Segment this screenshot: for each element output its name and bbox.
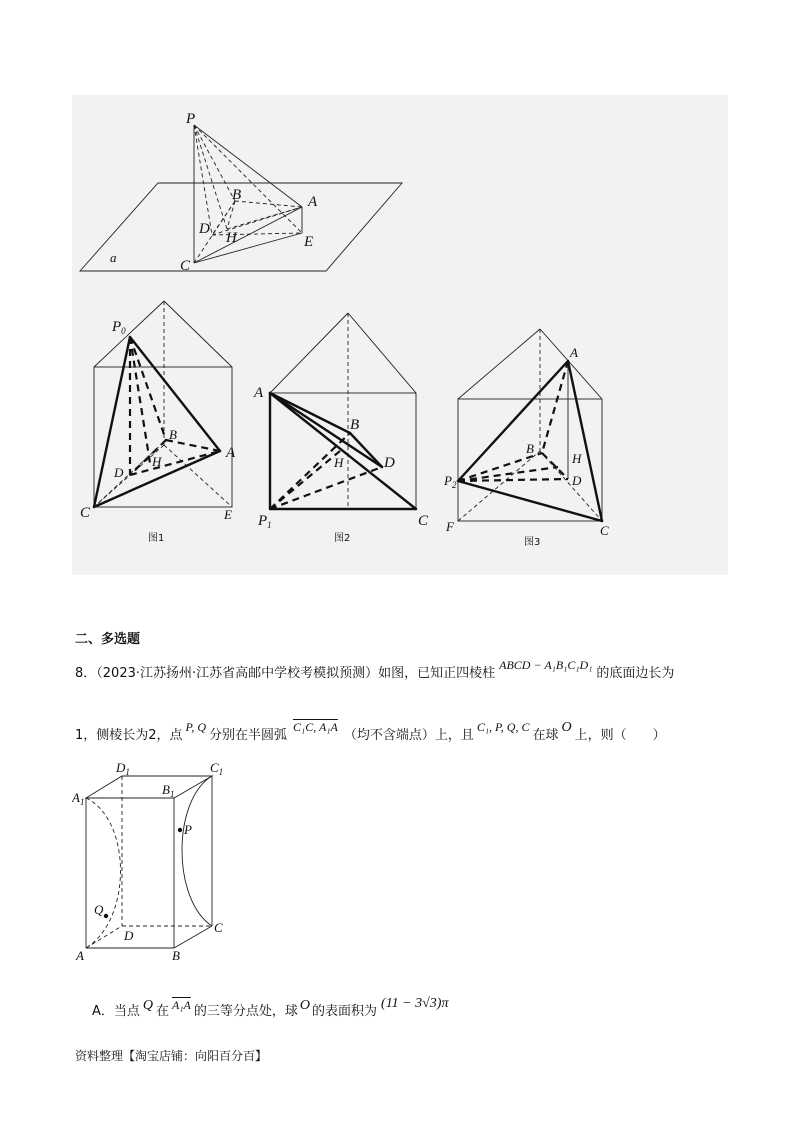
point-e: E: [304, 234, 314, 250]
fig1-point-p: $P_0$: [112, 319, 126, 336]
ball-o: O: [561, 720, 572, 735]
prism-point-b: B: [172, 948, 180, 963]
fig1-point-e: E: [224, 507, 232, 522]
prism-point-c1: $C_1$: [210, 760, 224, 777]
prism-figure: [72, 760, 232, 970]
fig2-point-a: A: [254, 385, 264, 401]
points-c1pqc: C₁, P, Q, C: [476, 720, 530, 734]
prism-point-a: A: [76, 948, 84, 963]
question-line-1: [75, 658, 675, 681]
fig2-point-c: C: [418, 513, 429, 529]
point-q-dot: [104, 914, 108, 918]
prism-point-d1: $D_1$: [116, 760, 130, 777]
points-pq: P, Q: [185, 720, 206, 734]
fig3-point-b: B: [526, 441, 534, 456]
prism-point-a1: $A_1$: [72, 790, 85, 807]
figure-top: [80, 111, 402, 274]
fig3-point-f: F: [446, 519, 454, 534]
figure-1: [80, 301, 236, 544]
fig3-caption: 图3: [524, 537, 541, 548]
surface-area-value: (11 − 3√3)π: [381, 996, 449, 1011]
fig1-point-d: D: [114, 465, 124, 480]
arcs-c1c-a1a: C₁C, A₁A: [293, 720, 338, 734]
arc-a1a: [86, 798, 121, 948]
fig1-point-a: A: [226, 445, 236, 461]
arc-c1c: [182, 776, 212, 926]
fig1-point-b: B: [169, 427, 177, 442]
prism-point-p: P: [184, 822, 192, 837]
fig2-point-h: H: [334, 455, 344, 470]
fig2-point-d: D: [384, 455, 395, 471]
figure-panel: [72, 95, 728, 575]
fig2-caption: 图2: [334, 533, 351, 544]
prism-point-d: D: [124, 928, 134, 943]
question-source: （2023·江苏扬州·江苏省高邮中学校考模拟预测）如图，已知正四棱柱: [96, 666, 496, 681]
point-b: B: [232, 187, 242, 203]
fig1-point-c: C: [80, 505, 91, 521]
option-a: A．当点 Q 在 A₁A 的三等分点处，球 O 的表面积为(11 − 3√3)π: [92, 996, 449, 1019]
fig3-point-h: H: [572, 451, 582, 466]
fig2-point-p: $P_1$: [258, 513, 272, 530]
figure-3: [443, 329, 609, 548]
point-c: C: [180, 258, 191, 274]
point-p: P: [186, 111, 196, 127]
prism-point-q: Q: [94, 902, 104, 917]
prism-name: ABCD − A₁B₁C₁D₁: [499, 658, 593, 672]
point-p-dot: [178, 828, 182, 832]
prism-point-c: C: [214, 920, 223, 935]
fig3-point-c: C: [600, 523, 609, 538]
point-h: H: [226, 230, 237, 246]
geometry-figures: [72, 95, 728, 575]
footer-text: 资料整理【淘宝店铺：向阳百分百】: [75, 1049, 268, 1063]
plane-label: a: [110, 250, 117, 265]
section-title: 二、多选题: [75, 632, 141, 647]
fig1-caption: 图1: [148, 533, 165, 544]
fig1-point-h: H: [152, 454, 162, 469]
prism-point-b1: $B_1$: [162, 782, 175, 799]
question-number: 8．: [75, 666, 97, 681]
question-line1-end: 的底面边长为: [596, 666, 675, 681]
fig3-point-p: $P_2$: [444, 473, 457, 490]
figure-2: [253, 313, 429, 544]
fig2-point-b: B: [350, 417, 360, 433]
question-line-2: 1，侧棱长为2，点P, Q分别在半圆弧C₁C, A₁A（均不含端点）上，且C₁, P, Q, C在球O上，则（ ）: [75, 720, 666, 743]
prism-top-face: [86, 776, 212, 798]
fig3-point-a: A: [570, 345, 578, 360]
point-a: A: [308, 194, 318, 210]
fig3-point-d: D: [572, 473, 582, 488]
point-d: D: [199, 221, 210, 237]
